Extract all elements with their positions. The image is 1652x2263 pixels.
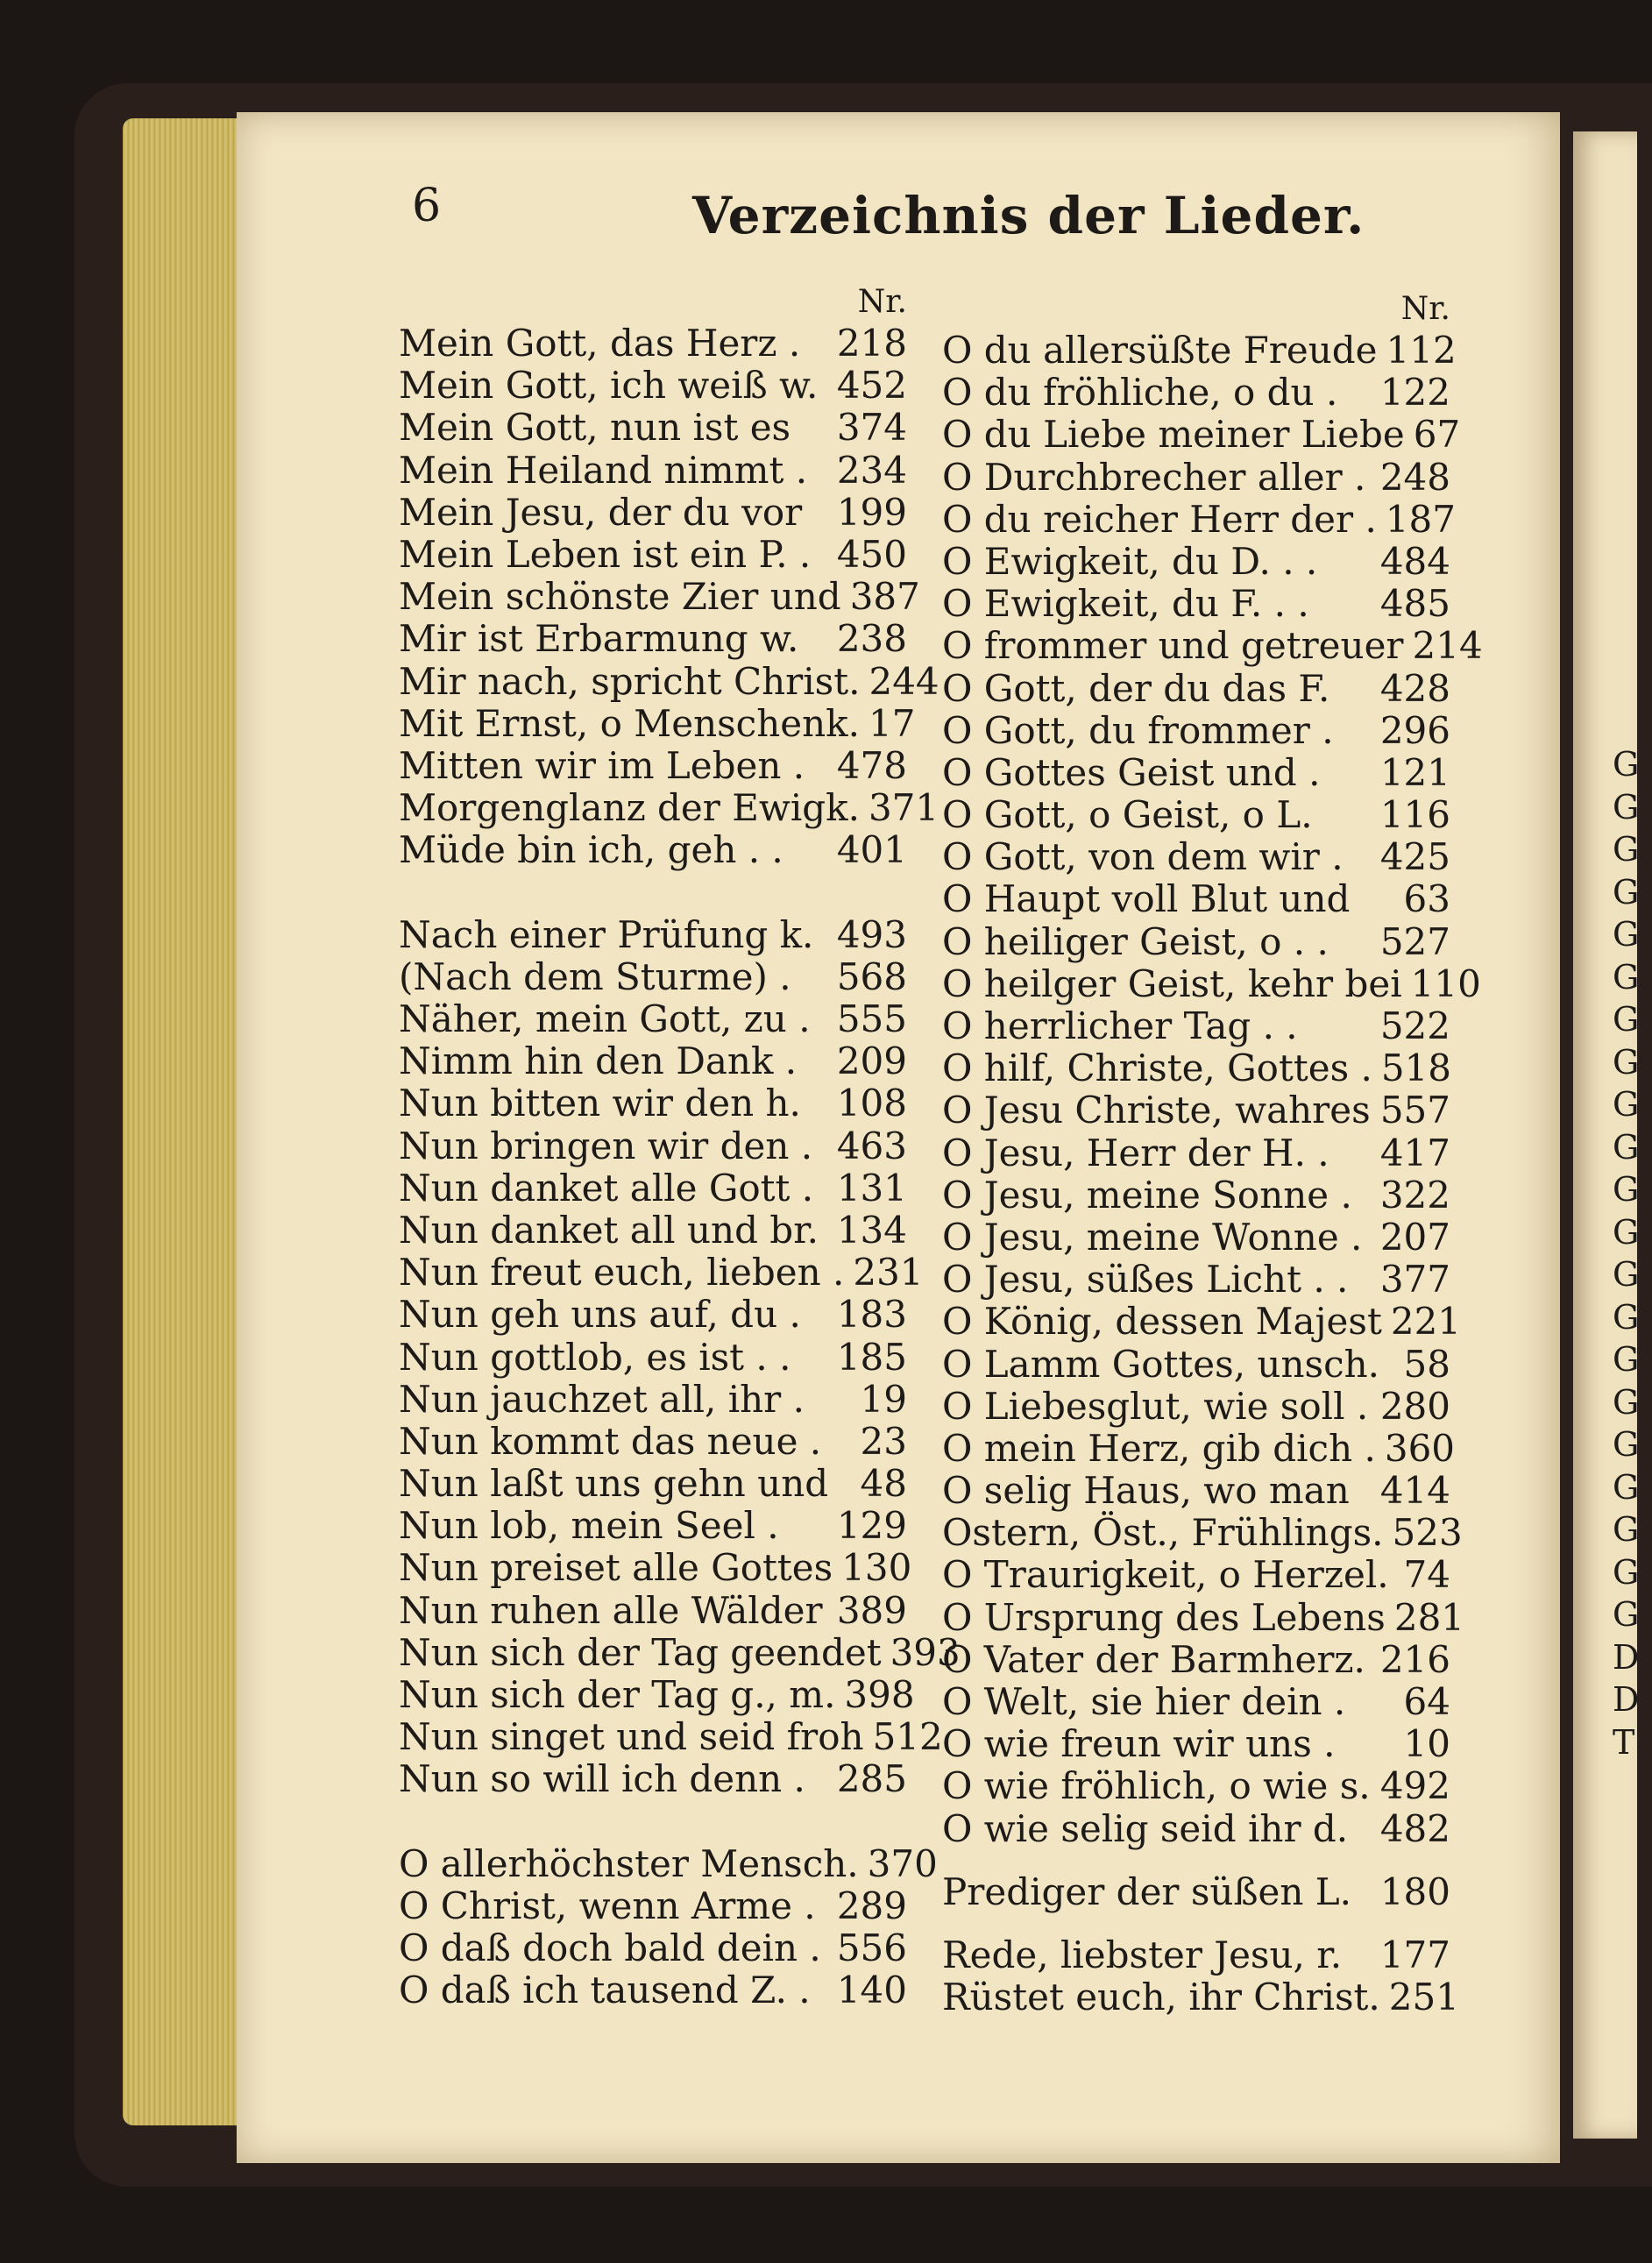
entry-title: Mein Gott, ich weiß w. xyxy=(399,364,819,408)
entry-title: O Liebesglut, wie soll . xyxy=(942,1384,1369,1428)
entry-title: Mir ist Erbarmung w. xyxy=(399,617,799,661)
entry-number: 231 xyxy=(853,1251,924,1295)
entry-title: Prediger der süßen L. xyxy=(942,1869,1352,1913)
entry-title: O herrlicher Tag . . xyxy=(942,1004,1298,1047)
entry-title: Nun bringen wir den . xyxy=(399,1124,813,1167)
entry-title: O wie freun wir uns . xyxy=(942,1722,1336,1766)
index-entry xyxy=(942,1934,1450,1976)
entry-title: O Gott, o Geist, o L. xyxy=(942,793,1313,837)
nr-column-header: Nr. xyxy=(1400,291,1450,327)
entry-title: O Gott, der du das F. xyxy=(942,666,1330,710)
index-entry xyxy=(942,1808,1450,1850)
index-entry xyxy=(942,1300,1462,1344)
index-entry xyxy=(399,618,907,660)
index-entry xyxy=(942,1426,1456,1470)
entry-title: Mit Ernst, o Menschenk. xyxy=(399,701,860,745)
entry-number: 199 xyxy=(836,490,907,534)
index-entry xyxy=(942,624,1483,668)
entry-title: O Vater der Barmherz. xyxy=(942,1637,1365,1681)
next-page-glyph: G xyxy=(1613,787,1640,826)
entry-title: O Gott, du frommer . xyxy=(942,708,1334,752)
index-entry xyxy=(942,1723,1450,1765)
index-entry xyxy=(399,1758,907,1800)
entry-number: 121 xyxy=(1379,750,1450,794)
entry-title: Nimm hin den Dank . xyxy=(399,1039,798,1083)
entry-title: O mein Herz, gib dich . xyxy=(942,1426,1376,1470)
entry-title: O Jesu Christe, wahres xyxy=(942,1089,1371,1132)
next-page-glyph: G xyxy=(1613,957,1640,997)
index-entry xyxy=(399,786,939,830)
next-page-glyph: G xyxy=(1613,1510,1640,1549)
entry-number: 557 xyxy=(1379,1089,1450,1132)
entry-number: 360 xyxy=(1384,1426,1456,1470)
entry-title: Nach einer Prüfung k. xyxy=(399,912,814,956)
entry-number: 185 xyxy=(836,1335,907,1379)
entry-number: 289 xyxy=(836,1883,907,1927)
entry-title: Morgenglanz der Ewigk. xyxy=(399,786,860,830)
index-entry xyxy=(399,1673,915,1716)
page-number: 6 xyxy=(412,180,442,232)
entry-title: Nun sich der Tag g., m. xyxy=(399,1673,836,1716)
entry-number: 463 xyxy=(836,1124,907,1167)
entry-title: O wie fröhlich, o wie s. xyxy=(942,1764,1371,1808)
entry-title: (Nach dem Sturme) . xyxy=(399,954,791,998)
entry-title: O heilger Geist, kehr bei xyxy=(942,961,1402,1005)
index-entry xyxy=(942,1511,1463,1555)
index-entry xyxy=(942,878,1450,920)
entry-number: 478 xyxy=(836,743,907,787)
index-entry xyxy=(942,1132,1450,1174)
index-entry xyxy=(942,457,1450,499)
entry-title: Mein Heiland nimmt . xyxy=(399,448,808,492)
index-entry xyxy=(942,329,1457,372)
index-entry xyxy=(942,1217,1450,1259)
right-group-r xyxy=(942,1933,1459,2019)
next-page-glyph: G xyxy=(1613,872,1640,912)
entry-title: Mein Leben ist ein P. . xyxy=(399,532,812,576)
entry-title: Rüstet euch, ihr Christ. xyxy=(942,1976,1380,2019)
entry-title: O daß doch bald dein . xyxy=(399,1926,821,1970)
index-entry xyxy=(399,659,939,703)
entry-title: O Gottes Geist und . xyxy=(942,750,1321,794)
next-page-glyph: G xyxy=(1613,1255,1640,1294)
index-entry xyxy=(399,1630,961,1674)
next-page-glyph: G xyxy=(1613,1042,1640,1082)
entry-number: 177 xyxy=(1379,1933,1450,1976)
index-entry xyxy=(399,323,907,365)
entry-number: 248 xyxy=(1379,455,1450,499)
group-spacer xyxy=(942,1913,1450,1934)
entry-number: 393 xyxy=(890,1630,961,1674)
page-edges xyxy=(123,118,254,2125)
entry-number: 216 xyxy=(1379,1637,1450,1681)
index-entry xyxy=(399,1841,938,1885)
entry-number: 371 xyxy=(868,786,939,830)
entry-number: 493 xyxy=(836,912,907,956)
entry-title: O heiliger Geist, o . . xyxy=(942,919,1329,963)
entry-number: 234 xyxy=(836,448,907,492)
entry-number: 389 xyxy=(836,1588,907,1632)
entry-title: O frommer und getreuer xyxy=(942,624,1404,668)
index-entry xyxy=(399,998,907,1040)
entry-title: Nun kommt das neue . xyxy=(399,1419,822,1463)
entry-number: 281 xyxy=(1393,1595,1465,1639)
index-entry xyxy=(399,1463,907,1505)
entry-number: 58 xyxy=(1403,1342,1450,1386)
next-page-glyph: G xyxy=(1613,1552,1640,1592)
index-entry xyxy=(942,497,1456,541)
index-entry xyxy=(399,1040,907,1082)
entry-number: 377 xyxy=(1379,1258,1450,1302)
index-entry xyxy=(399,1294,907,1336)
entry-number: 238 xyxy=(836,617,907,661)
index-entry xyxy=(942,1765,1450,1807)
entry-number: 401 xyxy=(836,828,907,872)
index-entry xyxy=(399,1251,924,1295)
right-group-p xyxy=(942,1871,1450,1913)
entry-number: 63 xyxy=(1403,877,1450,921)
entry-number: 10 xyxy=(1403,1722,1450,1766)
entry-title: O Ewigkeit, du D. . . xyxy=(942,539,1318,583)
left-group-m xyxy=(399,322,939,872)
index-entry xyxy=(399,1125,907,1167)
index-entry xyxy=(942,1554,1450,1596)
entry-number: 512 xyxy=(872,1715,943,1759)
entry-title: O Christ, wenn Arme . xyxy=(399,1883,816,1927)
entry-number: 221 xyxy=(1390,1300,1462,1344)
entry-title: O du allersüßte Freude xyxy=(942,329,1378,372)
entry-title: Nun sich der Tag geendet xyxy=(399,1630,882,1674)
index-entry xyxy=(942,1681,1450,1723)
entry-number: 428 xyxy=(1379,666,1450,710)
next-page-glyph: G xyxy=(1613,830,1640,869)
entry-number: 218 xyxy=(836,322,907,365)
index-entry xyxy=(399,450,907,492)
index-entry xyxy=(942,541,1450,583)
index-entry xyxy=(942,1005,1450,1047)
index-entry xyxy=(942,1259,1450,1301)
nr-column-header: Nr. xyxy=(857,284,907,320)
entry-title: Nun danket alle Gott . xyxy=(399,1166,814,1210)
entry-number: 484 xyxy=(1379,539,1450,583)
next-page-glyph: G xyxy=(1613,1212,1640,1252)
next-page-glyph: G xyxy=(1613,1595,1640,1634)
left-column xyxy=(399,282,961,2012)
index-entry xyxy=(399,1885,907,1927)
entry-title: Nun geh uns auf, du . xyxy=(399,1293,801,1337)
entry-title: O Ursprung des Lebens xyxy=(942,1595,1386,1639)
entry-number: 214 xyxy=(1412,624,1483,668)
entry-title: Nun bitten wir den h. xyxy=(399,1082,801,1125)
index-entry xyxy=(399,534,907,576)
entry-title: O Jesu, meine Sonne . xyxy=(942,1173,1352,1217)
entry-number: 518 xyxy=(1380,1046,1452,1090)
entry-title: O Lamm Gottes, unsch. xyxy=(942,1342,1379,1386)
index-entry xyxy=(942,1976,1459,2019)
entry-title: Mein Gott, das Herz . xyxy=(399,322,801,365)
index-entry xyxy=(399,1421,907,1463)
page-title: Verzeichnis der Lieder. xyxy=(692,186,1365,245)
entry-number: 140 xyxy=(836,1969,907,2012)
entry-title: O allerhöchster Mensch. xyxy=(399,1841,859,1885)
entry-title: O du fröhliche, o du . xyxy=(942,371,1338,415)
entry-number: 67 xyxy=(1413,413,1461,457)
entry-title: Rede, liebster Jesu, r. xyxy=(942,1933,1343,1976)
entry-number: 131 xyxy=(836,1166,907,1210)
group-spacer xyxy=(942,1850,1450,1871)
index-entry xyxy=(399,701,916,745)
entry-title: Nun so will ich denn . xyxy=(399,1757,805,1801)
group-spacer xyxy=(399,1801,907,1843)
index-entry xyxy=(942,1470,1450,1512)
entry-number: 129 xyxy=(836,1504,907,1548)
index-entry xyxy=(399,1379,907,1421)
entry-title: O daß ich tausend Z. . xyxy=(399,1969,811,2012)
index-entry xyxy=(942,1089,1450,1132)
entry-number: 322 xyxy=(1379,1173,1450,1217)
index-entry xyxy=(399,1082,907,1124)
entry-number: 122 xyxy=(1379,371,1450,415)
entry-number: 485 xyxy=(1379,582,1450,626)
entry-title: Mein Jesu, der du vor xyxy=(399,490,803,534)
entry-title: O hilf, Christe, Gottes . xyxy=(942,1046,1372,1090)
entry-number: 23 xyxy=(860,1419,907,1463)
entry-title: Nun laßt uns gehn und xyxy=(399,1462,829,1506)
next-page-glyph: G xyxy=(1613,1170,1640,1209)
entry-number: 64 xyxy=(1403,1680,1450,1723)
entry-title: Ostern, Öst., Frühlings. xyxy=(942,1511,1384,1555)
entry-number: 296 xyxy=(1379,708,1450,752)
next-page-glyph: D xyxy=(1613,1637,1640,1677)
entry-title: O du Liebe meiner Liebe xyxy=(942,413,1405,457)
entry-number: 374 xyxy=(836,406,907,450)
index-entry xyxy=(942,1639,1450,1681)
entry-number: 19 xyxy=(860,1377,907,1421)
next-page-glyph: G xyxy=(1613,1425,1640,1464)
index-entry xyxy=(942,1344,1450,1386)
index-entry xyxy=(399,1210,907,1252)
index-entry xyxy=(942,1871,1450,1913)
entry-title: O selig Haus, wo man xyxy=(942,1469,1350,1513)
entry-number: 207 xyxy=(1379,1215,1450,1259)
entry-title: Nun gottlob, es ist . . xyxy=(399,1335,791,1379)
next-page-glyph: D xyxy=(1613,1680,1640,1719)
entry-number: 280 xyxy=(1379,1384,1450,1428)
index-entry xyxy=(399,956,907,998)
index-entry xyxy=(942,668,1450,710)
entry-title: O Welt, sie hier dein . xyxy=(942,1680,1346,1723)
next-page-glyph: G xyxy=(1613,1085,1640,1124)
index-entry xyxy=(942,1047,1450,1089)
next-page-glyph: G xyxy=(1613,1467,1640,1507)
entry-title: O Jesu, süßes Licht . . xyxy=(942,1258,1349,1302)
index-entry xyxy=(399,1337,907,1379)
entry-number: 108 xyxy=(836,1082,907,1125)
index-entry xyxy=(399,492,907,534)
index-entry xyxy=(942,583,1450,625)
entry-number: 522 xyxy=(1379,1004,1450,1047)
next-page-glyph: G xyxy=(1613,1000,1640,1039)
entry-number: 48 xyxy=(860,1462,907,1506)
entry-title: Mir nach, spricht Christ. xyxy=(399,659,861,703)
entry-number: 209 xyxy=(836,1039,907,1083)
entry-title: Müde bin ich, geh . . xyxy=(399,828,783,872)
entry-title: Nun singet und seid froh xyxy=(399,1715,864,1759)
index-entry xyxy=(942,413,1461,457)
entry-title: O Traurigkeit, o Herzel. xyxy=(942,1553,1389,1597)
entry-number: 527 xyxy=(1379,919,1450,963)
entry-number: 523 xyxy=(1392,1511,1463,1555)
entry-title: Mein Gott, nun ist es xyxy=(399,406,791,450)
entry-number: 482 xyxy=(1379,1806,1450,1850)
entry-title: Mitten wir im Leben . xyxy=(399,743,805,787)
entry-title: O Gott, von dem wir . xyxy=(942,835,1344,879)
entry-title: Nun jauchzet all, ihr . xyxy=(399,1377,805,1421)
entry-number: 187 xyxy=(1385,497,1456,541)
entry-number: 251 xyxy=(1388,1976,1459,2019)
entry-number: 112 xyxy=(1386,329,1457,372)
index-entry xyxy=(942,1595,1465,1639)
entry-number: 110 xyxy=(1410,961,1481,1005)
entry-number: 556 xyxy=(836,1926,907,1970)
entry-title: O Haupt voll Blut und xyxy=(942,877,1351,921)
entry-number: 414 xyxy=(1379,1469,1450,1513)
entry-number: 568 xyxy=(836,954,907,998)
entry-number: 130 xyxy=(841,1546,912,1590)
next-page-glyph: G xyxy=(1613,1382,1640,1422)
entry-title: O wie selig seid ihr d. xyxy=(942,1806,1349,1850)
entry-number: 180 xyxy=(1379,1869,1450,1913)
entry-number: 417 xyxy=(1379,1131,1450,1174)
entry-title: O Jesu, Herr der H. . xyxy=(942,1131,1329,1174)
next-page-glyph: G xyxy=(1613,1127,1640,1167)
entry-number: 555 xyxy=(836,997,907,1040)
entry-number: 17 xyxy=(868,701,916,745)
index-entry xyxy=(399,407,907,449)
entry-title: O Durchbrecher aller . xyxy=(942,455,1366,499)
next-page-glyph: G xyxy=(1613,915,1640,954)
entry-number: 370 xyxy=(867,1841,938,1885)
entry-title: O Jesu, meine Wonne . xyxy=(942,1215,1363,1259)
entry-title: Nun freut euch, lieben . xyxy=(399,1251,845,1295)
entry-number: 492 xyxy=(1379,1764,1450,1808)
entry-number: 116 xyxy=(1379,793,1450,837)
group-spacer xyxy=(399,871,907,913)
index-entry xyxy=(942,372,1450,414)
entry-number: 387 xyxy=(849,575,920,619)
entry-title: Mein schönste Zier und xyxy=(399,575,841,619)
entry-title: Näher, mein Gott, zu . xyxy=(399,997,811,1040)
index-entry xyxy=(399,575,920,619)
entry-number: 183 xyxy=(836,1293,907,1337)
index-entry xyxy=(399,1969,907,2011)
left-group-n xyxy=(399,912,961,1801)
entry-number: 244 xyxy=(869,659,939,703)
next-page-glyph: G xyxy=(1613,1340,1640,1379)
entry-number: 450 xyxy=(836,532,907,576)
index-entry xyxy=(399,1505,907,1547)
entry-number: 452 xyxy=(836,364,907,408)
index-entry xyxy=(942,710,1450,752)
next-page-glyph: T xyxy=(1613,1722,1635,1762)
entry-title: O Ewigkeit, du F. . . xyxy=(942,582,1309,626)
index-entry xyxy=(942,1386,1450,1428)
entry-title: Nun preiset alle Gottes xyxy=(399,1546,833,1590)
right-group-o xyxy=(942,329,1483,1850)
left-group-o xyxy=(399,1841,938,2012)
right-column xyxy=(942,289,1483,2019)
index-entry xyxy=(399,1715,943,1759)
entry-title: O du reicher Herr der . xyxy=(942,497,1377,541)
entry-number: 285 xyxy=(836,1757,907,1801)
entry-title: Nun ruhen alle Wälder xyxy=(399,1588,823,1632)
index-entry xyxy=(399,1927,907,1969)
index-entry xyxy=(942,961,1481,1005)
index-entry xyxy=(942,794,1450,836)
index-entry xyxy=(942,1174,1450,1217)
index-entry xyxy=(399,745,907,787)
next-page-glyph: G xyxy=(1613,1297,1640,1337)
entry-title: Nun lob, mein Seel . xyxy=(399,1504,779,1548)
index-entry xyxy=(399,914,907,956)
entry-number: 425 xyxy=(1379,835,1450,879)
entry-number: 398 xyxy=(844,1673,915,1716)
entry-title: O König, dessen Majest xyxy=(942,1300,1382,1344)
index-entry xyxy=(399,1590,907,1632)
entry-number: 74 xyxy=(1403,1553,1450,1597)
index-entry xyxy=(399,829,907,871)
entry-number: 134 xyxy=(836,1208,907,1252)
index-entry xyxy=(399,1546,912,1590)
index-entry xyxy=(942,921,1450,963)
index-entry xyxy=(942,752,1450,794)
entry-title: Nun danket all und br. xyxy=(399,1208,819,1252)
index-entry xyxy=(942,836,1450,878)
next-page-glyph: G xyxy=(1613,745,1640,784)
index-entry xyxy=(399,365,907,407)
index-entry xyxy=(399,1167,907,1210)
